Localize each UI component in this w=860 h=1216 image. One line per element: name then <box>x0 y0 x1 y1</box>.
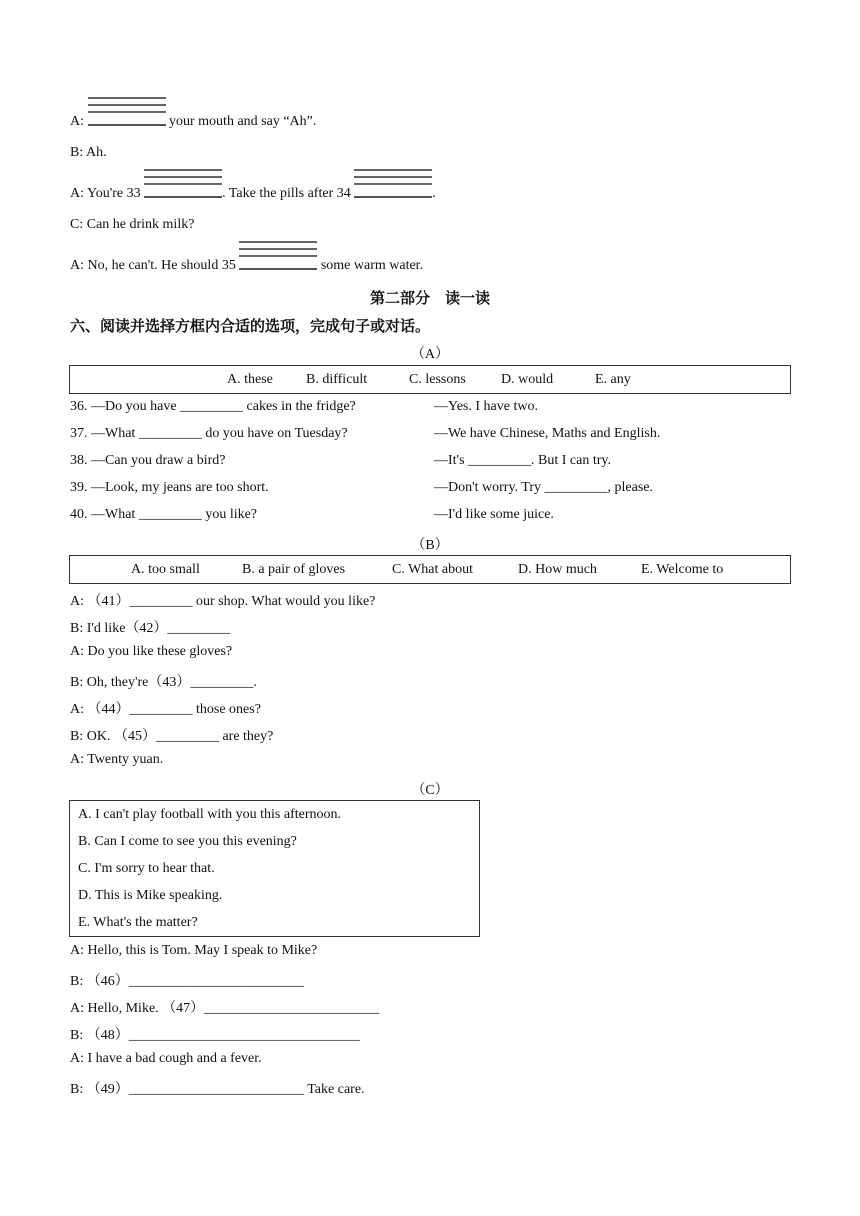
dialog-43: B: Oh, they're（43）_________. <box>70 675 257 690</box>
answer-blank-34[interactable] <box>354 169 432 199</box>
answer-39: —Don't worry. Try _________, please. <box>434 480 653 495</box>
dialog-49: B: （49）_________________________ Take care. <box>70 1082 365 1097</box>
dialog-line-a3: A: No, he can't. He should 35 some warm water. <box>70 241 423 274</box>
part-c-label: （C） <box>411 783 449 798</box>
answer-blank-32[interactable] <box>88 97 166 127</box>
option-a: A. I can't play football with you this afternoon. <box>78 807 342 822</box>
option-b: B. Can I come to see you this evening? <box>78 834 297 849</box>
question-40: 40. —What _________ you like? <box>70 507 258 522</box>
dialog-42: B: I'd like（42）_________ <box>70 621 231 636</box>
answer-blank-35[interactable] <box>239 241 317 271</box>
dialog-line: A: Hello, this is Tom. May I speak to Mike? <box>70 943 318 958</box>
option-a: A. too small <box>131 561 200 577</box>
question-36: 36. —Do you have _________ cakes in the fridge? <box>70 399 356 414</box>
option-b: B. difficult <box>306 371 368 387</box>
option-e: E. any <box>595 371 631 387</box>
option-c: C. lessons <box>409 371 466 387</box>
part-title: 第二部分 读一读 <box>369 289 490 307</box>
option-c: C. I'm sorry to hear that. <box>78 861 215 876</box>
dialog-41: A: （41）_________ our shop. What would you like? <box>70 594 376 609</box>
dialog-47: A: Hello, Mike. （47）_________________________ <box>70 1001 380 1016</box>
answer-40: —I'd like some juice. <box>434 507 554 522</box>
dialog-48: B: （48）_________________________________ <box>70 1028 360 1043</box>
part-c-option-box <box>69 800 480 937</box>
dialog-line-c1: C: Can he drink milk? <box>70 217 195 232</box>
dialog-line-a1: A: your mouth and say “Ah”. <box>70 97 316 130</box>
part-b-option-box <box>69 555 791 584</box>
question-37: 37. —What _________ do you have on Tuesday? <box>70 426 348 441</box>
option-b: B. a pair of gloves <box>242 561 346 577</box>
dialog-45: B: OK. （45）_________ are they? <box>70 729 274 744</box>
answer-36: —Yes. I have two. <box>434 399 538 414</box>
dialog-46: B: （46）_________________________ <box>70 974 304 989</box>
option-e: E. Welcome to <box>641 561 724 577</box>
answer-37: —We have Chinese, Maths and English. <box>434 426 661 441</box>
dialog-line: A: Do you like these gloves? <box>70 644 233 659</box>
part-b-label: （B） <box>411 538 449 553</box>
option-d: D. How much <box>518 561 597 577</box>
question-38: 38. —Can you draw a bird? <box>70 453 226 468</box>
option-a: A. these <box>227 371 273 387</box>
dialog-line-a2: A: You're 33 . Take the pills after 34 . <box>70 169 436 202</box>
dialog-line: A: Twenty yuan. <box>70 752 164 767</box>
option-d: D. would <box>501 371 554 387</box>
section-title: 六、阅读并选择方框内合适的选项，完成句子或对话。 <box>70 317 431 335</box>
dialog-line: A: I have a bad cough and a fever. <box>70 1051 262 1066</box>
answer-blank-33[interactable] <box>144 169 222 199</box>
question-39: 39. —Look, my jeans are too short. <box>70 480 269 495</box>
dialog-44: A: （44）_________ those ones? <box>70 702 261 717</box>
option-e: E. What's the matter? <box>78 915 198 930</box>
answer-38: —It's _________. But I can try. <box>434 453 611 468</box>
option-d: D. This is Mike speaking. <box>78 888 223 903</box>
part-a-option-box <box>69 365 791 394</box>
dialog-line-b1: B: Ah. <box>70 145 107 160</box>
part-a-label: （A） <box>410 347 450 362</box>
option-c: C. What about <box>392 561 474 577</box>
